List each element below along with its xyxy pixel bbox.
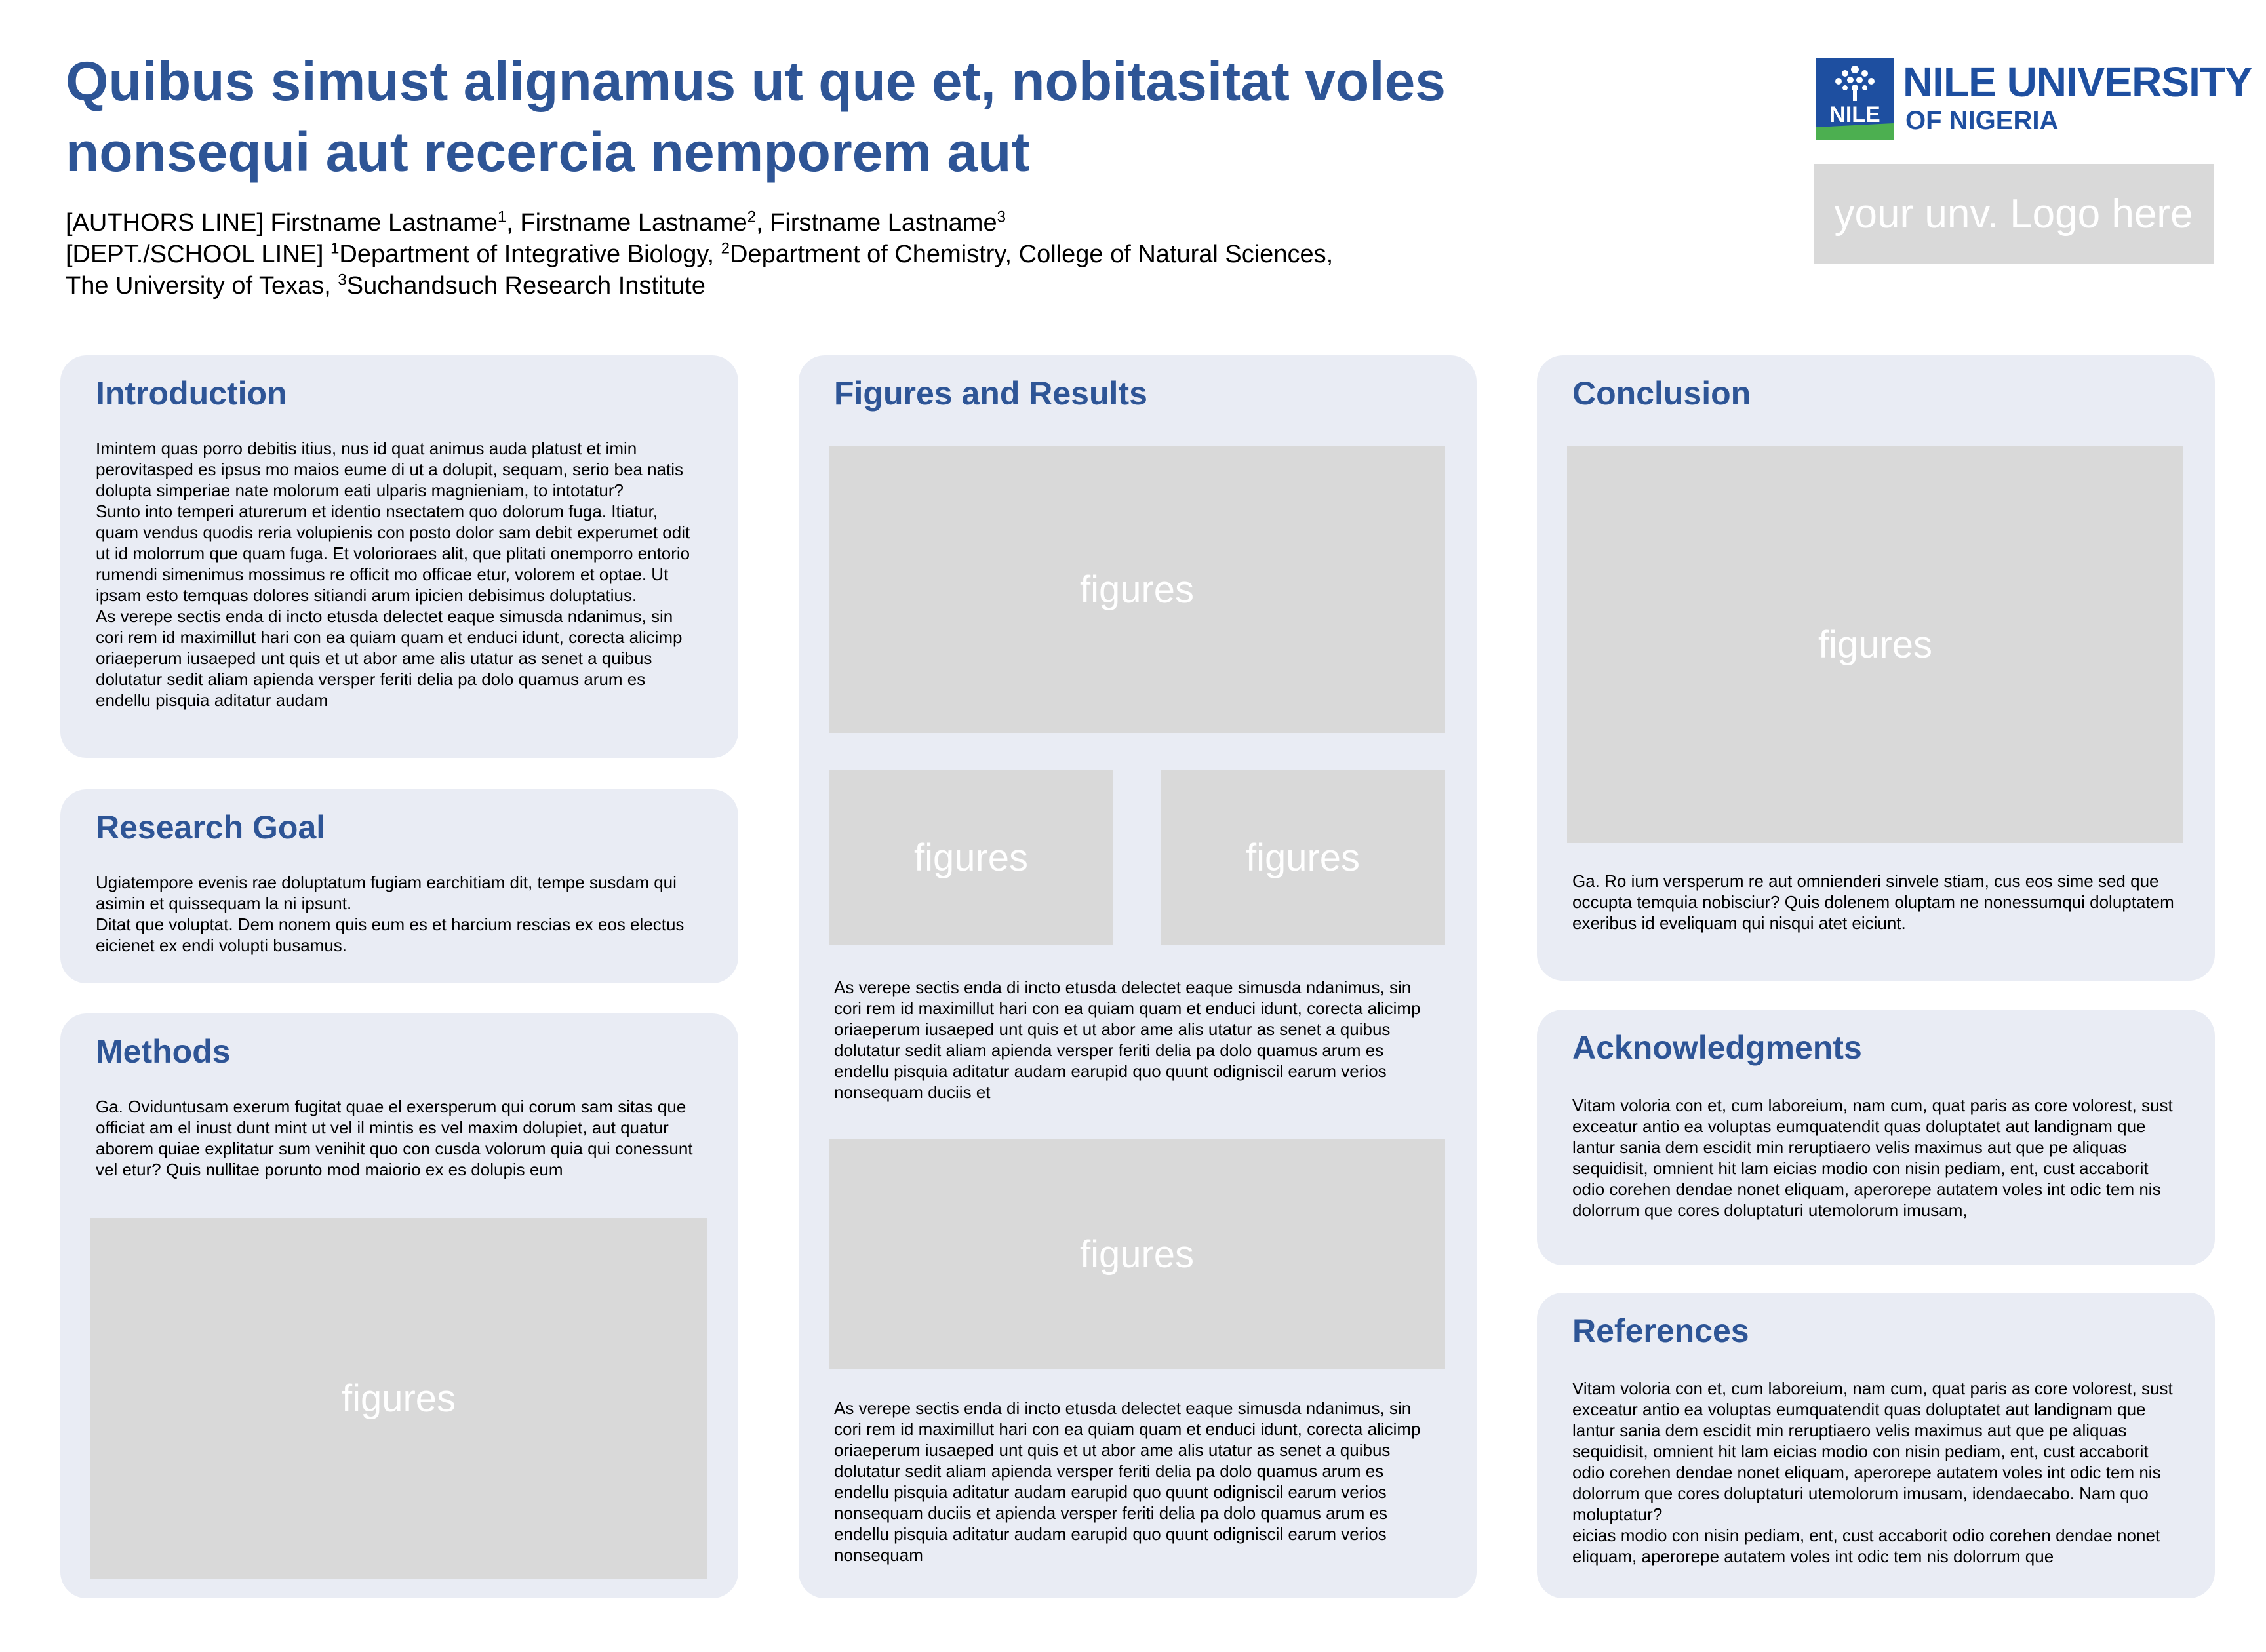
introduction-heading: Introduction (96, 375, 287, 412)
results-figure-2: figures (829, 770, 1113, 945)
author-name: Firstname Lastname (770, 209, 997, 237)
results-figure-1: figures (829, 446, 1445, 733)
author-name: Firstname Lastname (520, 209, 747, 237)
dept-text: The University of Texas, (66, 272, 338, 300)
methods-heading: Methods (96, 1033, 231, 1070)
references-heading: References (1572, 1312, 1749, 1349)
author-affiliation: 2 (747, 208, 757, 226)
conclusion-heading: Conclusion (1572, 375, 1751, 412)
dept-line-2 (66, 270, 706, 302)
conclusion-text: Ga. Ro ium versperum re aut omnienderi sinvele stiam, cus eos sime sed que occupta temquia nobisciur? Quis dolenem oluptam ne nonessumqui doluptatem exeribus id eveliquam qui nisqui atet eiciunt. (1572, 871, 2174, 933)
methods-figure: figures (90, 1218, 707, 1579)
dept-text: Department of Chemistry, College of Natural Sciences, (730, 241, 1334, 268)
introduction-card (60, 355, 738, 758)
dept-text: Department of Integrative Biology, (339, 241, 721, 268)
methods-card (60, 1013, 738, 1598)
logo-tile-text: NILE (1829, 102, 1880, 127)
author-affiliation: 3 (997, 208, 1006, 226)
research-goal-heading: Research Goal (96, 809, 326, 846)
dept-text: Suchandsuch Research Institute (346, 272, 706, 300)
results-figure-3: figures (1161, 770, 1445, 945)
results-text-2: As verepe sectis enda di incto etusda delectet eaque simusda ndanimus, sin cori rem id maximillut hari con ea quiam quam et enduci idunt, corecta alicimp oriaeperum iusaeped unt quis et ut abor ame alis utatur as senet a quibus dolutatur sedit aliam apienda versper feriti delia pa dolo quamus arum es endellu pisquia aditatur audam earupid quo quunt odigniscil earum verios nonsequam duciis et apienda versper feriti delia pa dolo quamus arum es endellu pisquia aditatur audam earupid quo quunt odigniscil earum verios nonsequam (834, 1398, 1421, 1565)
methods-text: Ga. Oviduntusam exerum fugitat quae el exersperum qui corum sam sitas que officiat am el inust dunt mint ut vel il mintis es vel maxim dolupiet, aut quatur aborem quiae explitatur sum venihit quo con cusda volorum quia qui conessunt vel etur? Quis nullitae porunto mod maiorio ex es dolupis eum (96, 1097, 693, 1179)
introduction-text: Imintem quas porro debitis itius, nus id quat animus auda platust et imin perovitasped es ipsus mo maios eume di ut a dolupit, sequam, serio bea natis dolupta simperiae nate molorum eati ulparis magnieniam, to intotatur? Sunto into temperi aturerum et identio nsectatem quo dolorum fuga. Itiatur, quam vendus quodis reria volupienis con posto dolor sam debit experumet odit ut id molorrum que quam fuga. Et volorioraes alit, que plitati onemporro entorio rumendi simenimus mossimus re officit mo officae etur, volorem et optae. Ut ipsam esto temquas dolores sitiandi arum ipicien debisimus doluptatius. As verepe sectis enda di incto etusda delectet eaque simusda ndanimus, sin cori rem id maximillut hari con ea quiam quam et enduci idunt, corecta alicimp oriaeperum iusaeped unt quis et ut abor ame alis utatur as senet a quibus dolutatur sedit aliam apienda versper feriti delia pa dolo quamus arum es endellu pisquia aditatur audam (96, 439, 690, 710)
conclusion-card (1537, 355, 2215, 981)
dept-prefix: [DEPT./SCHOOL LINE] (66, 241, 331, 268)
tree-icon (1816, 58, 1894, 140)
acknowledgments-heading: Acknowledgments (1572, 1029, 1862, 1066)
acknowledgments-card (1537, 1010, 2215, 1265)
author-separator: , (756, 209, 770, 237)
acknowledgments-text: Vitam voloria con et, cum laboreium, nam cum, quat paris as core volorest, sust exceatur antio ea voluptas eumquatendit quas doluptatet aut landignam que lantur sania dem escidit min reruptiaero velis maximus aut que pe aliquas sequidisit, omnient hit lam eicias modio con nisin pediam, ent, cust accaborit odio corehen dendae nonet eliquam, aperorepe autatem voles int odic tem nis dolorrum que cores doluptaturi utemolorum imusam, (1572, 1095, 2173, 1220)
results-text-1: As verepe sectis enda di incto etusda delectet eaque simusda ndanimus, sin cori rem id maximillut hari con ea quiam quam et enduci idunt, corecta alicimp oriaeperum iusaeped unt quis et ut abor ame alis utatur as senet a quibus dolutatur sedit aliam apienda versper feriti delia pa dolo quamus arum es endellu pisquia aditatur audam earupid quo quunt odigniscil earum verios nonsequam duciis et (834, 977, 1421, 1102)
poster-title: Quibus simust alignamus ut que et, nobitasitat voles nonsequi aut recercia nemporem aut (66, 50, 1446, 183)
logo-placeholder: your unv. Logo here (1814, 164, 2214, 264)
figures-results-heading: Figures and Results (834, 375, 1147, 412)
research-goal-text: Ugiatempore evenis rae doluptatum fugiam earchitiam dit, tempe susdam qui asimin et quissequam la ni ipsunt. Ditat que voluptat. Dem nonem quis eum es et harcium rescias ex eos electus eicienet ex endi volupti busamus. (96, 873, 685, 955)
authors-line (66, 207, 1006, 239)
university-logo (1816, 58, 2252, 143)
results-figure-4: figures (829, 1139, 1445, 1369)
author-affiliation: 1 (497, 208, 507, 226)
authors-prefix: [AUTHORS LINE] (66, 209, 271, 237)
author-name: Firstname Lastname (270, 209, 498, 237)
figures-results-card (799, 355, 1477, 1598)
dept-affiliation: 3 (338, 271, 347, 289)
dept-affiliation: 2 (721, 239, 730, 258)
references-text: Vitam voloria con et, cum laboreium, nam cum, quat paris as core volorest, sust exceatur antio ea voluptas eumquatendit quas doluptatet aut landignam que lantur sania dem escidit min reruptiaero velis maximus aut que pe aliquas sequidisit, omnient hit lam eicias modio con nisin pediam, ent, cust accaborit odio corehen dendae nonet eliquam, aperorepe autatem voles int odic tem nis dolorrum que cores doluptaturi utemolorum imusam, idendaecabo. Nam quo moluptatur? eicias modio con nisin pediam, ent, cust accaborit odio corehen dendae nonet eliquam, aperorepe autatem voles int odic tem nis dolorrum que (1572, 1379, 2173, 1566)
dept-affiliation: 1 (330, 239, 340, 258)
research-goal-card (60, 789, 738, 983)
logo-name-line1: NILE UNIVERSITY (1903, 58, 2252, 106)
references-card (1537, 1293, 2215, 1598)
logo-name-line2: OF NIGERIA (1905, 106, 2059, 135)
conclusion-figure: figures (1567, 446, 2183, 843)
author-separator: , (506, 209, 521, 237)
dept-line (66, 239, 1333, 270)
